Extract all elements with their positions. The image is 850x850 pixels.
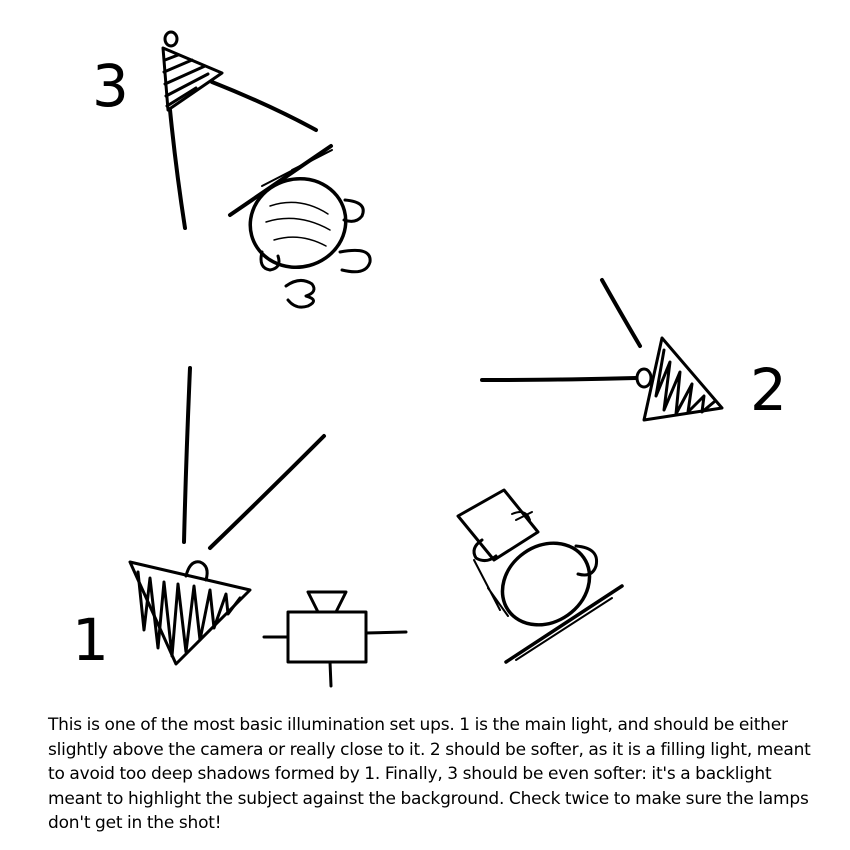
subject <box>240 168 370 307</box>
lamp-3-icon <box>163 32 222 110</box>
lamp-1-beam <box>184 368 324 548</box>
camera-operator <box>458 490 622 662</box>
lamp-1 <box>72 368 324 674</box>
lamp-2-label: 2 <box>750 356 787 424</box>
lamp-2-beam <box>482 280 640 380</box>
lamp-3-label: 3 <box>92 52 129 120</box>
lamp-2-icon <box>637 338 722 420</box>
lamp-2 <box>482 280 787 424</box>
lamp-3 <box>92 32 316 228</box>
lamp-1-label: 1 <box>72 606 109 674</box>
diagram-caption: This is one of the most basic illumination set ups. 1 is the main light, and should be either slightly above the camera or really close to it. 2 should be softer, as it is a filling light, meant to avoid too deep shadows formed by 1. Finally, 3 should be even softer: it's a backlight meant to highlight the subject against the background. Check twice to make sure the lamps don't get in the shot! <box>48 715 811 833</box>
lamp-1-icon <box>130 562 250 664</box>
camera <box>264 592 406 686</box>
